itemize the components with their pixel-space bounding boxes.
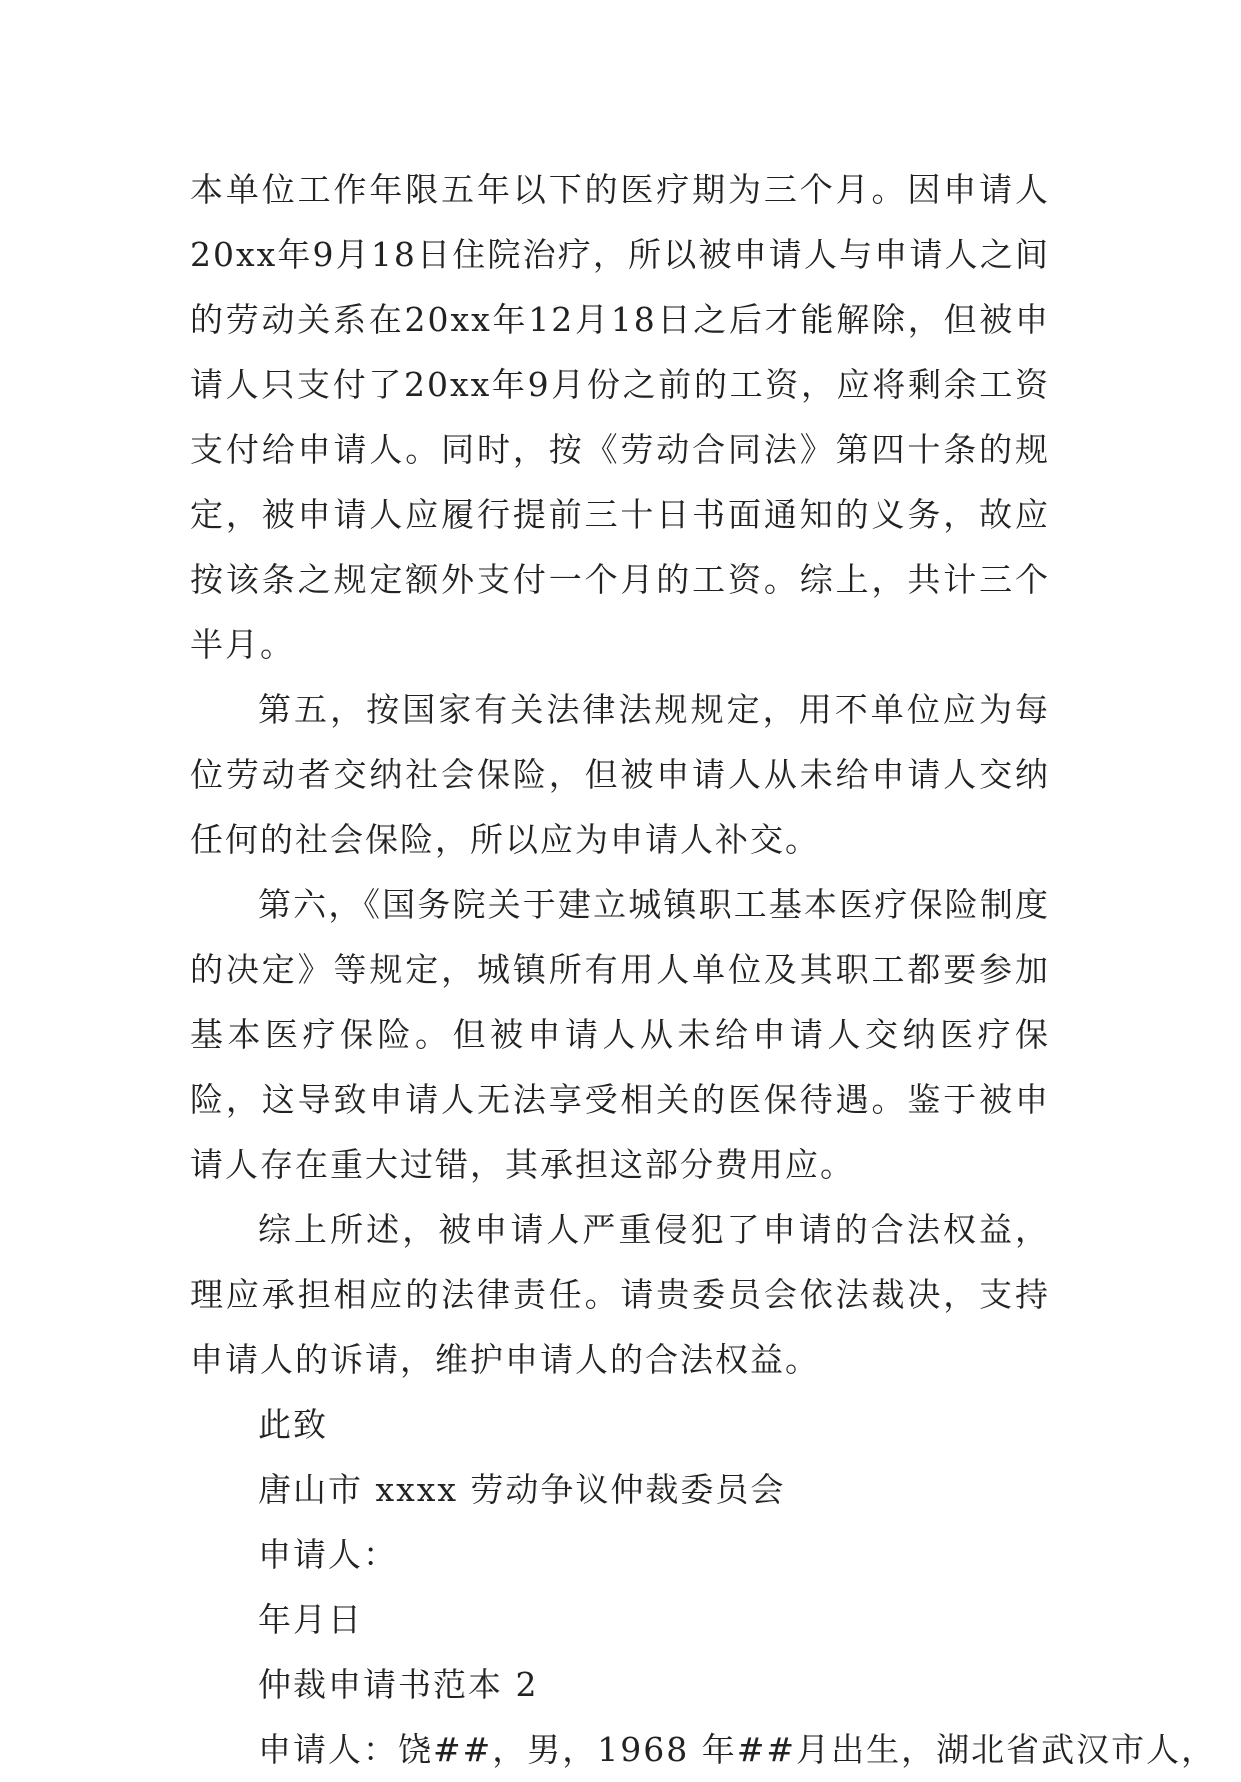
closing-recipient: 唐山市 xxxx 劳动争议仲裁委员会 bbox=[258, 1470, 786, 1509]
applicant-info-line: 申请人：饶##，男，1968 年##月出生，湖北省武汉市人， bbox=[258, 1730, 1217, 1769]
paragraph-medical-period: 本单位工作年限五年以下的医疗期为三个月。因申请人20xx年9月18日住院治疗，所以被申请人与申请人之间的劳动关系在20xx年12月18日之后才能解除，但被申请人只支付了20xx年9月份之前的工资，应将剩余工资支付给申请人。同时，按《劳动合同法》第四十条的规定，被申请人应履行提前三十日书面通知的义务，故应按该条之规定额外支付一个月的工资。综上，共计三个半月。 bbox=[190, 170, 1050, 664]
paragraph-conclusion: 综上所述，被申请人严重侵犯了申请的合法权益，理应承担相应的法律责任。请贵委员会依法裁决，支持申请人的诉请，维护申请人的合法权益。 bbox=[190, 1210, 1050, 1379]
document-page bbox=[190, 157, 1217, 1782]
paragraph-sixth-point: 第六，《国务院关于建立城镇职工基本医疗保险制度的决定》等规定，城镇所有用人单位及其职工都要参加基本医疗保险。但被申请人从未给申请人交纳医疗保险，这导致申请人无法享受相关的医保待遇。鉴于被申请人存在重大过错，其承担这部分费用应。 bbox=[190, 885, 1050, 1184]
applicant-signature-label: 申请人： bbox=[258, 1535, 398, 1574]
closing-salutation: 此致 bbox=[258, 1405, 328, 1444]
section-title: 仲裁申请书范本 2 bbox=[258, 1665, 539, 1704]
paragraph-fifth-point: 第五，按国家有关法律法规规定，用不单位应为每位劳动者交纳社会保险，但被申请人从未给申请人交纳任何的社会保险，所以应为申请人补交。 bbox=[190, 690, 1050, 859]
date-label: 年月日 bbox=[258, 1600, 363, 1639]
